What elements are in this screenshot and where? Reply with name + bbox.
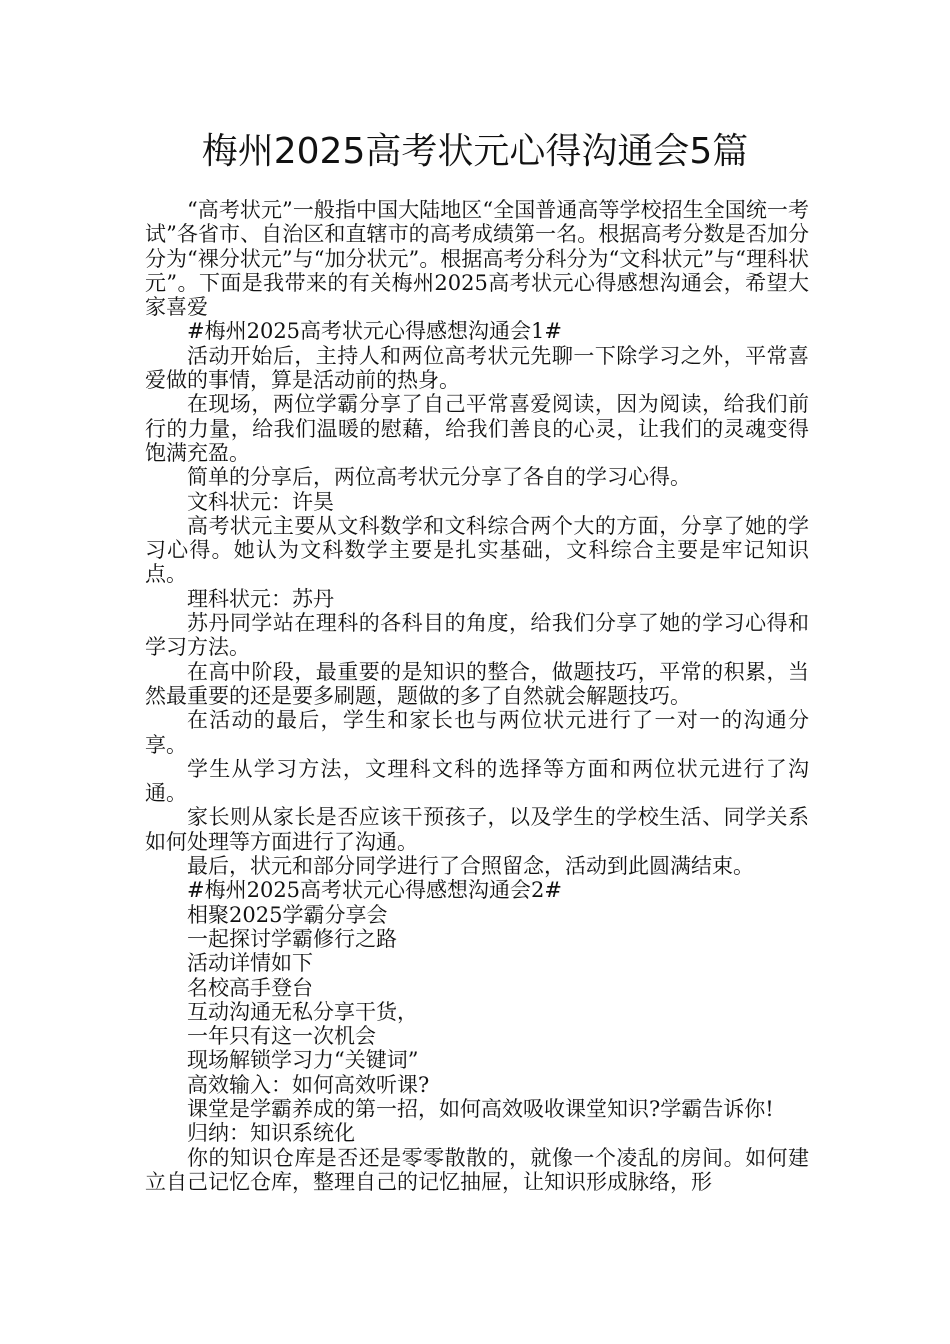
paragraph: 名校高手登台 — [187, 975, 313, 1000]
document-body — [145, 198, 809, 1194]
paragraph: 相聚2025学霸分享会 — [187, 902, 388, 927]
paragraph: 简单的分享后，两位高考状元分享了各自的学习心得。 — [187, 465, 691, 490]
paragraph: 课堂是学霸养成的第一招，如何高效吸收课堂知识?学霸告诉你! — [187, 1096, 774, 1121]
paragraph: 苏丹同学站在理科的各科目的角度，给我们分享了她的学习心得和学习方法。 — [145, 611, 809, 660]
paragraph: “高考状元”一般指中国大陆地区“全国普通高等学校招生全国统一考试”各省市、自治区和直辖市的高考成绩第一名。根据高考分数是否加分分为“裸分状元”与“加分状元”。根据高考分科分为“文科状元”与“理科状元”。下面是我带来的有关梅州2025高考状元心得感想沟通会，希望大家喜爱 — [145, 198, 809, 320]
section-heading: #梅州2025高考状元心得感想沟通会2# — [187, 878, 562, 903]
paragraph: 在活动的最后，学生和家长也与两位状元进行了一对一的沟通分享。 — [145, 708, 809, 757]
paragraph: 最后，状元和部分同学进行了合照留念，活动到此圆满结束。 — [187, 854, 754, 879]
paragraph: 在现场，两位学霸分享了自己平常喜爱阅读，因为阅读，给我们前行的力量，给我们温暖的慰藉，给我们善良的心灵，让我们的灵魂变得饱满充盈。 — [145, 392, 809, 465]
document-title: 梅州2025高考状元心得沟通会5篇 — [201, 131, 749, 172]
paragraph: 你的知识仓库是否还是零零散散的，就像一个凌乱的房间。如何建立自己记忆仓库，整理自己的记忆抽屉，让知识形成脉络，形 — [145, 1145, 809, 1194]
paragraph: 家长则从家长是否应该干预孩子，以及学生的学校生活、同学关系如何处理等方面进行了沟通。 — [145, 805, 809, 854]
paragraph: 在高中阶段，最重要的是知识的整合，做题技巧，平常的积累，当然最重要的还是要多刷题，题做的多了自然就会解题技巧。 — [145, 659, 809, 708]
paragraph: 文科状元：许昊 — [187, 489, 334, 514]
paragraph: 学生从学习方法，文理科文科的选择等方面和两位状元进行了沟通。 — [145, 756, 809, 806]
paragraph: 一起探讨学霸修行之路 — [187, 926, 397, 951]
paragraph: 高效输入：如何高效听课? — [187, 1072, 430, 1097]
paragraph: 现场解锁学习力“关键词” — [187, 1048, 419, 1073]
paragraph: 一年只有这一次机会 — [187, 1024, 376, 1049]
paragraph: 活动详情如下 — [187, 951, 313, 976]
paragraph: 归纳：知识系统化 — [187, 1121, 355, 1146]
paragraph: 高考状元主要从文科数学和文科综合两个大的方面，分享了她的学习心得。她认为文科数学主要是扎实基础，文科综合主要是牢记知识点。 — [145, 513, 809, 587]
paragraph: 活动开始后，主持人和两位高考状元先聊一下除学习之外，平常喜爱做的事情，算是活动前的热身。 — [145, 343, 809, 393]
paragraph: 理科状元：苏丹 — [187, 586, 334, 611]
paragraph: 互动沟通无私分享干货， — [187, 999, 418, 1024]
section-heading: #梅州2025高考状元心得感想沟通会1# — [187, 319, 562, 344]
